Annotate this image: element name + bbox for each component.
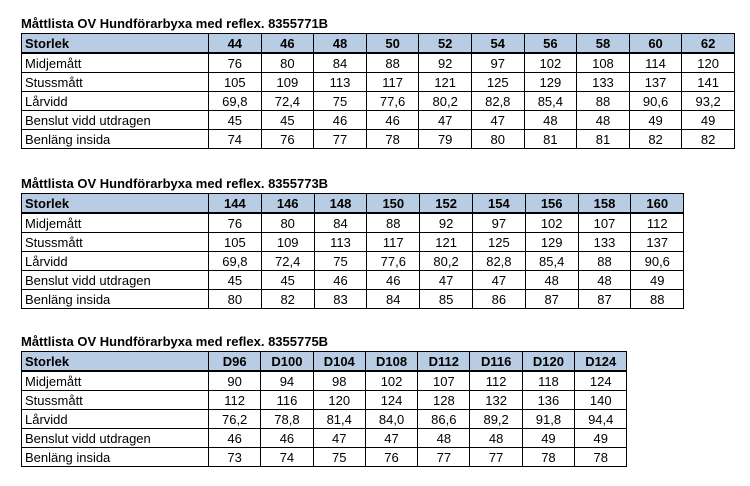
size-header-cell: 60 xyxy=(629,34,682,54)
measurement-value-cell: 47 xyxy=(420,271,473,290)
measurement-value-cell: 74 xyxy=(261,448,313,467)
measurement-value-cell: 98 xyxy=(313,371,365,391)
size-header-cell: 160 xyxy=(631,194,684,214)
measurement-value-cell: 81 xyxy=(524,130,577,149)
measurement-label-cell: Benläng insida xyxy=(22,448,209,467)
measurement-label-cell: Stussmått xyxy=(22,391,209,410)
measurement-value-cell: 75 xyxy=(313,448,365,467)
measurement-value-cell: 102 xyxy=(525,213,578,233)
measurement-value-cell: 82 xyxy=(629,130,682,149)
measurement-value-cell: 49 xyxy=(631,271,684,290)
measurement-label-cell: Lårvidd xyxy=(22,410,209,429)
measurement-value-cell: 48 xyxy=(578,271,631,290)
measurement-value-cell: 82,8 xyxy=(471,92,524,111)
table-row xyxy=(22,429,627,448)
measurement-value-cell: 92 xyxy=(419,53,472,73)
measurement-value-cell: 113 xyxy=(314,73,367,92)
measurement-value-cell: 77,6 xyxy=(367,252,420,271)
measurement-value-cell: 109 xyxy=(261,233,314,252)
measurement-value-cell: 84 xyxy=(314,53,367,73)
measurement-value-cell: 94,4 xyxy=(575,410,627,429)
measurement-value-cell: 136 xyxy=(522,391,574,410)
size-table-block-3 xyxy=(21,334,627,467)
measurement-value-cell: 69,8 xyxy=(209,252,262,271)
measurement-value-cell: 74 xyxy=(209,130,262,149)
measurement-value-cell: 140 xyxy=(575,391,627,410)
measurement-value-cell: 49 xyxy=(682,111,735,130)
table-title: Måttlista OV Hundförarbyxa med reflex. 8355773B xyxy=(21,176,329,191)
measurement-value-cell: 112 xyxy=(631,213,684,233)
measurement-value-cell: 114 xyxy=(629,53,682,73)
size-header-cell: D96 xyxy=(209,352,261,372)
measurement-value-cell: 80 xyxy=(261,213,314,233)
measurement-label-cell: Benläng insida xyxy=(22,290,209,309)
measurement-value-cell: 47 xyxy=(313,429,365,448)
measurement-value-cell: 77 xyxy=(418,448,470,467)
measurement-value-cell: 72,4 xyxy=(261,92,314,111)
measurement-value-cell: 87 xyxy=(578,290,631,309)
measurement-value-cell: 141 xyxy=(682,73,735,92)
measurement-value-cell: 78 xyxy=(522,448,574,467)
measurement-value-cell: 82 xyxy=(261,290,314,309)
measurement-label-cell: Midjemått xyxy=(22,53,209,73)
measurement-value-cell: 132 xyxy=(470,391,522,410)
size-header-cell: 158 xyxy=(578,194,631,214)
measurement-value-cell: 45 xyxy=(209,111,262,130)
measurement-value-cell: 45 xyxy=(209,271,262,290)
measurement-value-cell: 88 xyxy=(367,213,420,233)
measurement-value-cell: 77 xyxy=(314,130,367,149)
size-header-cell: 144 xyxy=(209,194,262,214)
measurement-value-cell: 85 xyxy=(420,290,473,309)
measurement-value-cell: 85,4 xyxy=(525,252,578,271)
measurement-value-cell: 91,8 xyxy=(522,410,574,429)
header-label-cell: Storlek xyxy=(22,34,209,54)
measurement-label-cell: Midjemått xyxy=(22,371,209,391)
measurement-label-cell: Lårvidd xyxy=(22,92,209,111)
measurement-value-cell: 76 xyxy=(209,213,262,233)
measurement-value-cell: 45 xyxy=(261,111,314,130)
measurement-value-cell: 124 xyxy=(365,391,417,410)
measurement-value-cell: 73 xyxy=(209,448,261,467)
measurement-value-cell: 125 xyxy=(471,73,524,92)
size-header-cell: 62 xyxy=(682,34,735,54)
measurement-value-cell: 76 xyxy=(209,53,262,73)
table-row xyxy=(22,53,735,73)
size-header-cell: D124 xyxy=(575,352,627,372)
measurement-value-cell: 107 xyxy=(418,371,470,391)
measurement-value-cell: 121 xyxy=(420,233,473,252)
measurement-value-cell: 80 xyxy=(209,290,262,309)
measurement-value-cell: 102 xyxy=(365,371,417,391)
measurement-value-cell: 133 xyxy=(577,73,630,92)
measurement-value-cell: 47 xyxy=(419,111,472,130)
measurement-label-cell: Benslut vidd utdragen xyxy=(22,429,209,448)
size-header-cell: D100 xyxy=(261,352,313,372)
size-table-block-2 xyxy=(21,176,684,309)
measurement-value-cell: 109 xyxy=(261,73,314,92)
measurement-value-cell: 75 xyxy=(314,252,367,271)
measurement-value-cell: 46 xyxy=(314,271,367,290)
size-header-cell: D112 xyxy=(418,352,470,372)
measurement-value-cell: 72,4 xyxy=(261,252,314,271)
size-header-cell: 152 xyxy=(420,194,473,214)
measurement-value-cell: 129 xyxy=(525,233,578,252)
measurement-value-cell: 83 xyxy=(314,290,367,309)
measurement-value-cell: 78 xyxy=(366,130,419,149)
measurement-value-cell: 48 xyxy=(524,111,577,130)
measurement-value-cell: 45 xyxy=(261,271,314,290)
size-header-cell: D116 xyxy=(470,352,522,372)
measurement-value-cell: 80 xyxy=(261,53,314,73)
table-title: Måttlista OV Hundförarbyxa med reflex. 8355775B xyxy=(21,334,329,349)
table-row xyxy=(22,233,684,252)
measurement-value-cell: 48 xyxy=(470,429,522,448)
measurement-value-cell: 47 xyxy=(365,429,417,448)
measurement-label-cell: Stussmått xyxy=(22,233,209,252)
size-header-cell: 58 xyxy=(577,34,630,54)
measurement-value-cell: 82,8 xyxy=(472,252,525,271)
size-header-cell: 150 xyxy=(367,194,420,214)
measurement-value-cell: 80,2 xyxy=(420,252,473,271)
measurement-value-cell: 46 xyxy=(209,429,261,448)
measurement-value-cell: 46 xyxy=(314,111,367,130)
size-header-cell: 44 xyxy=(209,34,262,54)
measurement-value-cell: 77 xyxy=(470,448,522,467)
measurement-value-cell: 76,2 xyxy=(209,410,261,429)
measurement-value-cell: 84,0 xyxy=(365,410,417,429)
size-header-cell: 156 xyxy=(525,194,578,214)
measurement-value-cell: 105 xyxy=(209,233,262,252)
table-title: Måttlista OV Hundförarbyxa med reflex. 8355771B xyxy=(21,16,329,31)
measurement-value-cell: 133 xyxy=(578,233,631,252)
size-header-cell: D108 xyxy=(365,352,417,372)
measurement-value-cell: 118 xyxy=(522,371,574,391)
measurement-value-cell: 90,6 xyxy=(629,92,682,111)
size-header-cell: 54 xyxy=(471,34,524,54)
measurement-value-cell: 88 xyxy=(631,290,684,309)
measurement-value-cell: 112 xyxy=(209,391,261,410)
measurement-value-cell: 94 xyxy=(261,371,313,391)
measurement-value-cell: 124 xyxy=(575,371,627,391)
table-header-row xyxy=(22,34,735,54)
measurement-label-cell: Midjemått xyxy=(22,213,209,233)
measurement-value-cell: 82 xyxy=(682,130,735,149)
measurement-label-cell: Stussmått xyxy=(22,73,209,92)
measurement-value-cell: 76 xyxy=(365,448,417,467)
measurement-value-cell: 81,4 xyxy=(313,410,365,429)
measurement-value-cell: 77,6 xyxy=(366,92,419,111)
measurement-value-cell: 117 xyxy=(367,233,420,252)
table-row xyxy=(22,290,684,309)
measurement-value-cell: 85,4 xyxy=(524,92,577,111)
measurement-value-cell: 137 xyxy=(629,73,682,92)
measurement-value-cell: 89,2 xyxy=(470,410,522,429)
measurement-value-cell: 125 xyxy=(472,233,525,252)
measurement-value-cell: 93,2 xyxy=(682,92,735,111)
measurement-value-cell: 86,6 xyxy=(418,410,470,429)
size-header-cell: D120 xyxy=(522,352,574,372)
measurement-value-cell: 48 xyxy=(418,429,470,448)
table-header-row xyxy=(22,194,684,214)
table-row xyxy=(22,111,735,130)
table-row xyxy=(22,391,627,410)
size-chart-table xyxy=(21,193,684,309)
measurement-value-cell: 48 xyxy=(577,111,630,130)
size-header-cell: 56 xyxy=(524,34,577,54)
measurement-value-cell: 88 xyxy=(578,252,631,271)
measurement-value-cell: 105 xyxy=(209,73,262,92)
measurement-value-cell: 78 xyxy=(575,448,627,467)
table-row xyxy=(22,130,735,149)
size-header-cell: 50 xyxy=(366,34,419,54)
measurement-value-cell: 120 xyxy=(682,53,735,73)
table-row xyxy=(22,371,627,391)
measurement-value-cell: 47 xyxy=(471,111,524,130)
measurement-value-cell: 49 xyxy=(575,429,627,448)
measurement-value-cell: 84 xyxy=(314,213,367,233)
measurement-value-cell: 88 xyxy=(366,53,419,73)
table-row xyxy=(22,448,627,467)
measurement-value-cell: 102 xyxy=(524,53,577,73)
measurement-value-cell: 137 xyxy=(631,233,684,252)
measurement-label-cell: Benslut vidd utdragen xyxy=(22,271,209,290)
table-header-row xyxy=(22,352,627,372)
measurement-value-cell: 78,8 xyxy=(261,410,313,429)
measurement-value-cell: 113 xyxy=(314,233,367,252)
measurement-value-cell: 79 xyxy=(419,130,472,149)
measurement-value-cell: 87 xyxy=(525,290,578,309)
measurement-value-cell: 81 xyxy=(577,130,630,149)
header-label-cell: Storlek xyxy=(22,352,209,372)
measurement-value-cell: 49 xyxy=(522,429,574,448)
size-chart-table xyxy=(21,33,735,149)
size-header-cell: 146 xyxy=(261,194,314,214)
measurement-label-cell: Lårvidd xyxy=(22,252,209,271)
measurement-value-cell: 48 xyxy=(525,271,578,290)
size-chart-table xyxy=(21,351,627,467)
table-row xyxy=(22,410,627,429)
measurement-value-cell: 117 xyxy=(366,73,419,92)
measurement-value-cell: 86 xyxy=(472,290,525,309)
table-row xyxy=(22,213,684,233)
table-row xyxy=(22,252,684,271)
measurement-value-cell: 80 xyxy=(471,130,524,149)
measurement-label-cell: Benläng insida xyxy=(22,130,209,149)
measurement-value-cell: 46 xyxy=(261,429,313,448)
measurement-value-cell: 75 xyxy=(314,92,367,111)
measurement-value-cell: 90,6 xyxy=(631,252,684,271)
measurement-label-cell: Benslut vidd utdragen xyxy=(22,111,209,130)
size-header-cell: 148 xyxy=(314,194,367,214)
measurement-value-cell: 80,2 xyxy=(419,92,472,111)
measurement-value-cell: 97 xyxy=(471,53,524,73)
size-header-cell: 48 xyxy=(314,34,367,54)
measurement-value-cell: 108 xyxy=(577,53,630,73)
size-header-cell: 154 xyxy=(472,194,525,214)
measurement-value-cell: 76 xyxy=(261,130,314,149)
measurement-value-cell: 46 xyxy=(367,271,420,290)
size-header-cell: 52 xyxy=(419,34,472,54)
measurement-value-cell: 47 xyxy=(472,271,525,290)
size-table-block-1 xyxy=(21,16,735,149)
measurement-value-cell: 69,8 xyxy=(209,92,262,111)
measurement-value-cell: 129 xyxy=(524,73,577,92)
header-label-cell: Storlek xyxy=(22,194,209,214)
measurement-value-cell: 90 xyxy=(209,371,261,391)
measurement-value-cell: 128 xyxy=(418,391,470,410)
table-row xyxy=(22,73,735,92)
measurement-value-cell: 84 xyxy=(367,290,420,309)
table-row xyxy=(22,92,735,111)
measurement-value-cell: 46 xyxy=(366,111,419,130)
measurement-value-cell: 49 xyxy=(629,111,682,130)
measurement-value-cell: 107 xyxy=(578,213,631,233)
measurement-value-cell: 97 xyxy=(472,213,525,233)
measurement-value-cell: 116 xyxy=(261,391,313,410)
measurement-value-cell: 92 xyxy=(420,213,473,233)
size-header-cell: D104 xyxy=(313,352,365,372)
measurement-value-cell: 120 xyxy=(313,391,365,410)
table-row xyxy=(22,271,684,290)
measurement-value-cell: 121 xyxy=(419,73,472,92)
size-header-cell: 46 xyxy=(261,34,314,54)
measurement-value-cell: 88 xyxy=(577,92,630,111)
measurement-value-cell: 112 xyxy=(470,371,522,391)
